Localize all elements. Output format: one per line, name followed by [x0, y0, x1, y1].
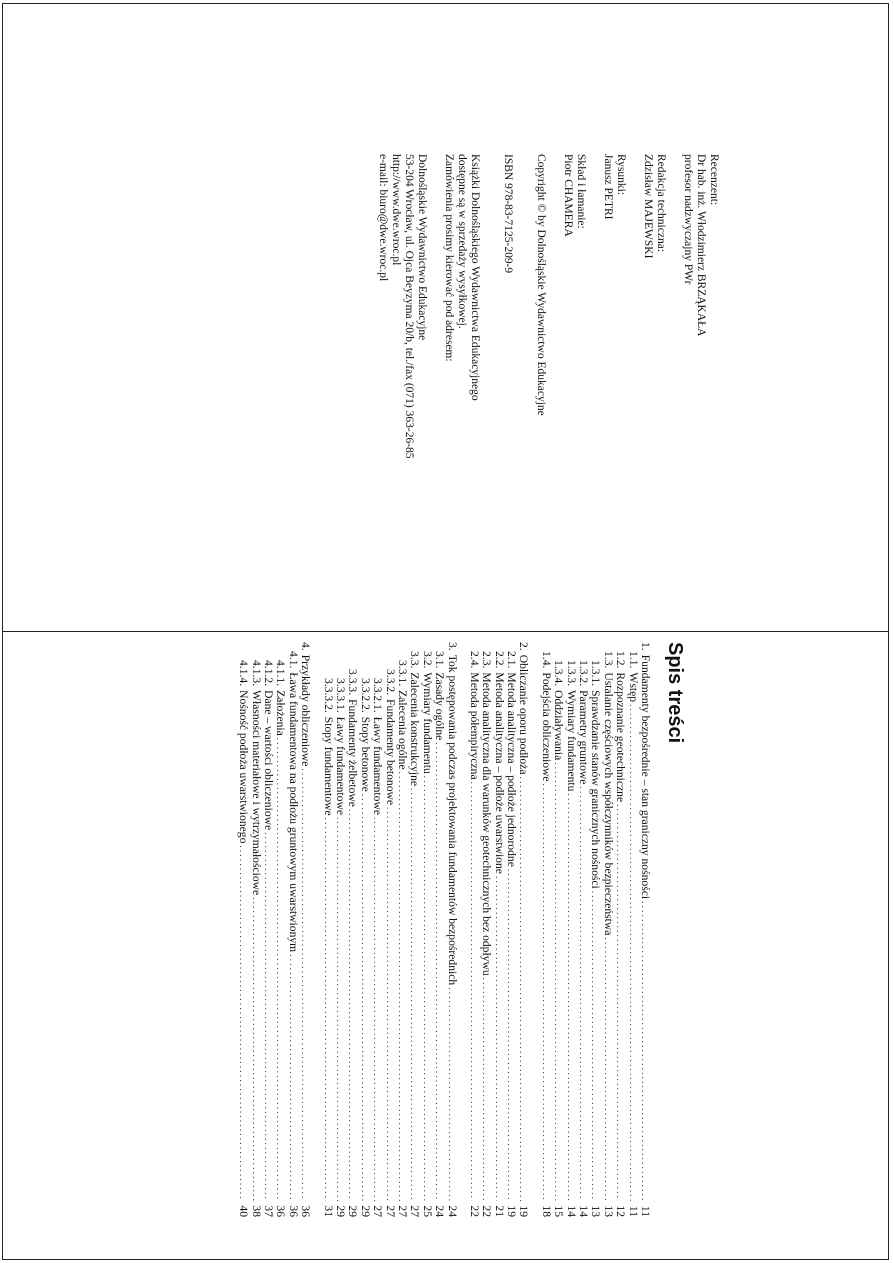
toc-entry-number: 3.1. — [433, 651, 447, 669]
toc-entry — [564, 642, 576, 1217]
toc-leader-dots — [321, 818, 333, 1201]
toc-entry-number: 4. — [299, 642, 313, 651]
toc-leader-dots — [614, 804, 626, 1201]
tech-editor-name: Zdzisław MAJEWSKI — [642, 154, 654, 259]
toc-entry-page: 27 — [371, 1205, 385, 1217]
toc-leader-dots — [371, 817, 383, 1201]
toc-leader-dots — [639, 901, 651, 1201]
availability-line: dostępne są w sprzedaży wysyłkowej. — [456, 154, 468, 329]
toc-entry-page: 11 — [639, 1205, 652, 1217]
toc-entry-number: 3.3. — [408, 651, 422, 669]
toc-entry-page: 22 — [480, 1205, 494, 1217]
toc-entry-page: 25 — [420, 1205, 434, 1217]
drawings-block — [601, 154, 627, 434]
toc-entry — [480, 642, 492, 1217]
toc-entry — [249, 642, 261, 1217]
availability-block — [442, 154, 481, 434]
toc-entry-page: 37 — [262, 1205, 276, 1217]
toc-entry-number: 3.3.3. — [346, 669, 360, 696]
toc-page — [2, 631, 889, 1260]
toc-entry-page: 29 — [358, 1205, 372, 1217]
toc-entry — [286, 642, 298, 1217]
toc-entry-title: Metoda półempiryczna — [467, 672, 481, 780]
toc-entry — [321, 642, 333, 1217]
toc-leader-dots — [626, 704, 638, 1201]
toc-entry — [346, 642, 358, 1217]
toc-entry — [468, 642, 480, 1217]
toc-entry-number: 2.4. — [467, 651, 481, 669]
toc-leader-dots — [601, 937, 613, 1201]
toc-entry-title: Zalecenia konstrukcyjne — [408, 672, 422, 787]
toc-entry-title: Metoda analityczna – podłoże uwarstwione — [492, 672, 506, 874]
toc-entry-number: 3. — [445, 642, 459, 651]
publisher-email: e-mail: biuro@dwe.wroc.pl — [377, 154, 389, 282]
tech-editor-block — [641, 154, 667, 434]
toc-entry-title: Metoda analityczna – podłoże jednorodne — [505, 672, 519, 867]
toc-entry-number: 1.3.3. — [564, 660, 578, 687]
toc-entry — [396, 642, 408, 1217]
toc-entry-number: 4.1.2. — [262, 660, 276, 687]
toc-entry-title: Zasady ogólne — [433, 672, 447, 741]
toc-entry-page: 40 — [237, 1205, 251, 1217]
toc-leader-dots — [249, 897, 261, 1201]
toc-entry-page: 36 — [299, 1205, 313, 1217]
toc-entry — [274, 642, 286, 1217]
toc-entry-title: Metoda analityczna dla warunków geotechnicznych bez odpływu — [480, 672, 494, 976]
toc-entry-number: 4.1.3. — [249, 660, 263, 687]
toc-entry-page: 27 — [408, 1205, 422, 1217]
publisher-block — [376, 154, 428, 459]
typeset-block — [561, 154, 587, 434]
toc-leader-dots — [286, 954, 298, 1201]
toc-entry-title: Nośność podłoża uwarstwionego — [237, 690, 251, 844]
toc-leader-dots — [420, 776, 432, 1201]
toc-entry-number: 3.3.2.1. — [371, 678, 385, 713]
availability-line: Książki Dolnośląskiego Wydawnictwa Edukacyjnego — [469, 154, 481, 401]
toc-leader-dots — [383, 807, 395, 1201]
toc-entry-title: Zalecenia ogólne — [395, 690, 409, 770]
toc-entry-page: 21 — [492, 1205, 506, 1217]
toc-entry-page: 14 — [577, 1205, 591, 1217]
toc-entry-title: Własności materiałowe i wytrzymałościowe — [249, 690, 263, 896]
isbn-line: ISBN 978-83-7125-209-9 — [502, 154, 514, 274]
toc-leader-dots — [552, 762, 564, 1201]
toc-entry — [539, 642, 551, 1217]
toc-entry-title: Tok postępowania podczas projektowania fundamentów bezpośrednich — [445, 654, 459, 986]
toc-heading: Spis treści — [664, 642, 686, 744]
toc-leader-dots — [564, 793, 576, 1201]
toc-entry-number: 1.3.2. — [577, 660, 591, 687]
toc-entry-page: 38 — [249, 1205, 263, 1217]
toc-entry — [371, 642, 383, 1217]
toc-entry-page: 29 — [334, 1205, 348, 1217]
toc-entry-number: 1.3. — [601, 651, 615, 669]
toc-entry — [614, 642, 626, 1217]
toc-entry-title: Ławy fundamentowe — [334, 716, 348, 815]
toc-entry-page: 31 — [321, 1205, 335, 1217]
toc-entry — [626, 642, 638, 1217]
toc-entry-title: Rozpoznanie geotechniczne — [614, 672, 628, 803]
toc-entry — [445, 642, 457, 1217]
toc-leader-dots — [237, 845, 249, 1201]
toc-entry-number: 3.3.1. — [395, 660, 409, 687]
toc-entry-number: 3.3.2. — [383, 669, 397, 696]
toc-entry-page: 27 — [383, 1205, 397, 1217]
imprint-page — [2, 3, 889, 633]
toc-leader-dots — [480, 978, 492, 1201]
publisher-website: http://www.dwe.wroc.pl — [390, 154, 402, 266]
publisher-name: Dolnośląskie Wydawnictwo Edukacyjne — [416, 154, 428, 341]
toc-entry-page: 11 — [626, 1205, 640, 1217]
toc-entry-page: 19 — [505, 1205, 519, 1217]
toc-entry-page: 12 — [614, 1205, 628, 1217]
isbn-block — [501, 154, 514, 434]
toc-entry-number: 3.3.3.2. — [321, 678, 335, 713]
reviewer-label: Recenzent: — [708, 154, 720, 206]
toc-entry — [589, 642, 601, 1217]
toc-entry-title: Wstęp — [626, 672, 640, 703]
toc-entry-number: 1.4. — [539, 651, 553, 669]
toc-leader-dots — [262, 832, 274, 1201]
toc-leader-dots — [408, 788, 420, 1201]
toc-entry-page: 29 — [346, 1205, 360, 1217]
toc-entry — [492, 642, 504, 1217]
toc-entry — [408, 642, 420, 1217]
toc-entry-title: Ustalanie częściowych współczynników bezpieczeństwa — [601, 672, 615, 936]
toc-entry-title: Stopy betonowe — [358, 716, 372, 792]
toc-entry — [517, 642, 529, 1217]
toc-entry-page: 24 — [433, 1205, 447, 1217]
toc-entry-number: 3.3.2.2. — [358, 678, 372, 713]
reviewer-name: Dr hab. inż. Włodzimierz BRZĄKAŁA — [695, 154, 707, 337]
imprint-block — [48, 4, 748, 459]
toc-entry-title: Stopy fundamentowe — [321, 716, 335, 816]
toc-leader-dots — [433, 742, 445, 1201]
toc-entry — [433, 642, 445, 1217]
toc-entry — [601, 642, 613, 1217]
tech-editor-label: Redakcja techniczna: — [655, 154, 667, 253]
toc-entry — [383, 642, 395, 1217]
toc-entry-page: 27 — [395, 1205, 409, 1217]
toc-leader-dots — [589, 891, 601, 1201]
toc-entry-title: Podejścia obliczeniowe — [539, 672, 553, 782]
toc-entry-number: 1.1. — [626, 651, 640, 669]
toc-entry-title: Sprawdzanie stanów granicznych nośności — [589, 690, 603, 889]
toc-entry-title: Oddziaływania — [552, 690, 566, 761]
toc-leader-dots — [346, 809, 358, 1201]
drawings-label: Rysunki: — [615, 154, 627, 196]
toc-entry — [505, 642, 517, 1217]
toc-entry-page: 36 — [286, 1205, 300, 1217]
toc-entry-number: 1.2. — [614, 651, 628, 669]
toc-entry — [639, 642, 651, 1217]
toc-leader-dots — [299, 768, 311, 1201]
toc-entry — [358, 642, 370, 1217]
toc-entry-number: 4.1.1. — [274, 660, 288, 687]
toc-entry-number: 1.3.1. — [589, 660, 603, 687]
toc-entry-title: Założenia — [274, 690, 288, 736]
availability-line: Zamówienia prosimy kierować pod adresem: — [443, 154, 455, 362]
drawings-name: Janusz PETRI — [602, 154, 614, 220]
toc-entry-number: 3.3.3.1. — [334, 678, 348, 713]
publisher-address: 53-204 Wrocław, ul. Ojca Beyzyma 20/b, tel./fax (071) 363-26-85 — [403, 154, 415, 459]
toc-entry — [334, 642, 346, 1217]
toc-leader-dots — [492, 876, 504, 1201]
toc-entry-page: 22 — [467, 1205, 481, 1217]
toc-entry-page: 18 — [539, 1205, 553, 1217]
toc-leader-dots — [468, 782, 480, 1201]
toc-entry-page: 24 — [445, 1205, 459, 1217]
toc-entry-title: Fundamenty żelbetowe — [346, 699, 360, 807]
toc-leader-dots — [539, 784, 551, 1201]
toc-leader-dots — [517, 776, 529, 1201]
toc-leader-dots — [445, 987, 457, 1201]
toc-entry-title: Ława fundamentowa na podłożu gruntowym uwarstwionym — [286, 672, 300, 953]
toc-block — [65, 632, 705, 1217]
toc-entry-title: Fundamenty betonowe — [383, 699, 397, 806]
toc-entry-number: 3.2. — [420, 651, 434, 669]
toc-entry-page: 19 — [517, 1205, 531, 1217]
toc-entry-number: 4.1. — [286, 651, 300, 669]
toc-leader-dots — [396, 772, 408, 1201]
toc-entry-page: 36 — [274, 1205, 288, 1217]
copyright-block — [534, 154, 547, 434]
toc-list — [237, 642, 651, 1217]
copyright-line: Copyright © by Dolnośląskie Wydawnictwo Edukacyjne — [535, 154, 547, 416]
toc-leader-dots — [505, 869, 517, 1201]
toc-entry-title: Dane – wartości obliczeniowe — [262, 690, 276, 831]
toc-entry-title: Wymiary fundamentu — [420, 672, 434, 774]
toc-entry-title: Wymiary fundamentu — [564, 690, 578, 792]
toc-entry-title: Parametry gruntowe — [577, 690, 591, 785]
toc-entry-number: 2.3. — [480, 651, 494, 669]
toc-entry-title: Obliczanie oporu podłoża — [517, 654, 531, 775]
toc-entry-page: 15 — [552, 1205, 566, 1217]
toc-entry — [577, 642, 589, 1217]
toc-entry — [262, 642, 274, 1217]
toc-entry — [552, 642, 564, 1217]
toc-leader-dots — [358, 794, 370, 1201]
toc-entry-page: 13 — [601, 1205, 615, 1217]
toc-entry — [299, 642, 311, 1217]
toc-entry-number: 1.3.4. — [552, 660, 566, 687]
reviewer-title: profesor nadzwyczajny PWr — [682, 154, 694, 285]
toc-entry-title: Przykłady obliczeniowe — [299, 654, 313, 767]
reviewer-block — [681, 154, 720, 434]
toc-leader-dots — [334, 817, 346, 1201]
toc-entry — [237, 642, 249, 1217]
toc-entry-number: 2.2. — [492, 651, 506, 669]
toc-leader-dots — [577, 786, 589, 1201]
toc-entry-page: 14 — [564, 1205, 578, 1217]
toc-entry-number: 2.1. — [505, 651, 519, 669]
typeset-label: Skład i łamanie: — [575, 154, 587, 229]
toc-entry-page: 13 — [589, 1205, 603, 1217]
typeset-name: Piotr CHAMERA — [562, 154, 574, 237]
toc-entry-title: Ławy fundamentowe — [371, 716, 385, 815]
toc-leader-dots — [274, 738, 286, 1201]
toc-entry-title: Fundamenty bezpośrednie – stan graniczny nośności — [639, 654, 652, 900]
toc-entry-number: 1. — [639, 642, 652, 651]
toc-entry-number: 4.1.4. — [237, 660, 251, 687]
toc-entry-number: 2. — [517, 642, 531, 651]
toc-entry — [420, 642, 432, 1217]
